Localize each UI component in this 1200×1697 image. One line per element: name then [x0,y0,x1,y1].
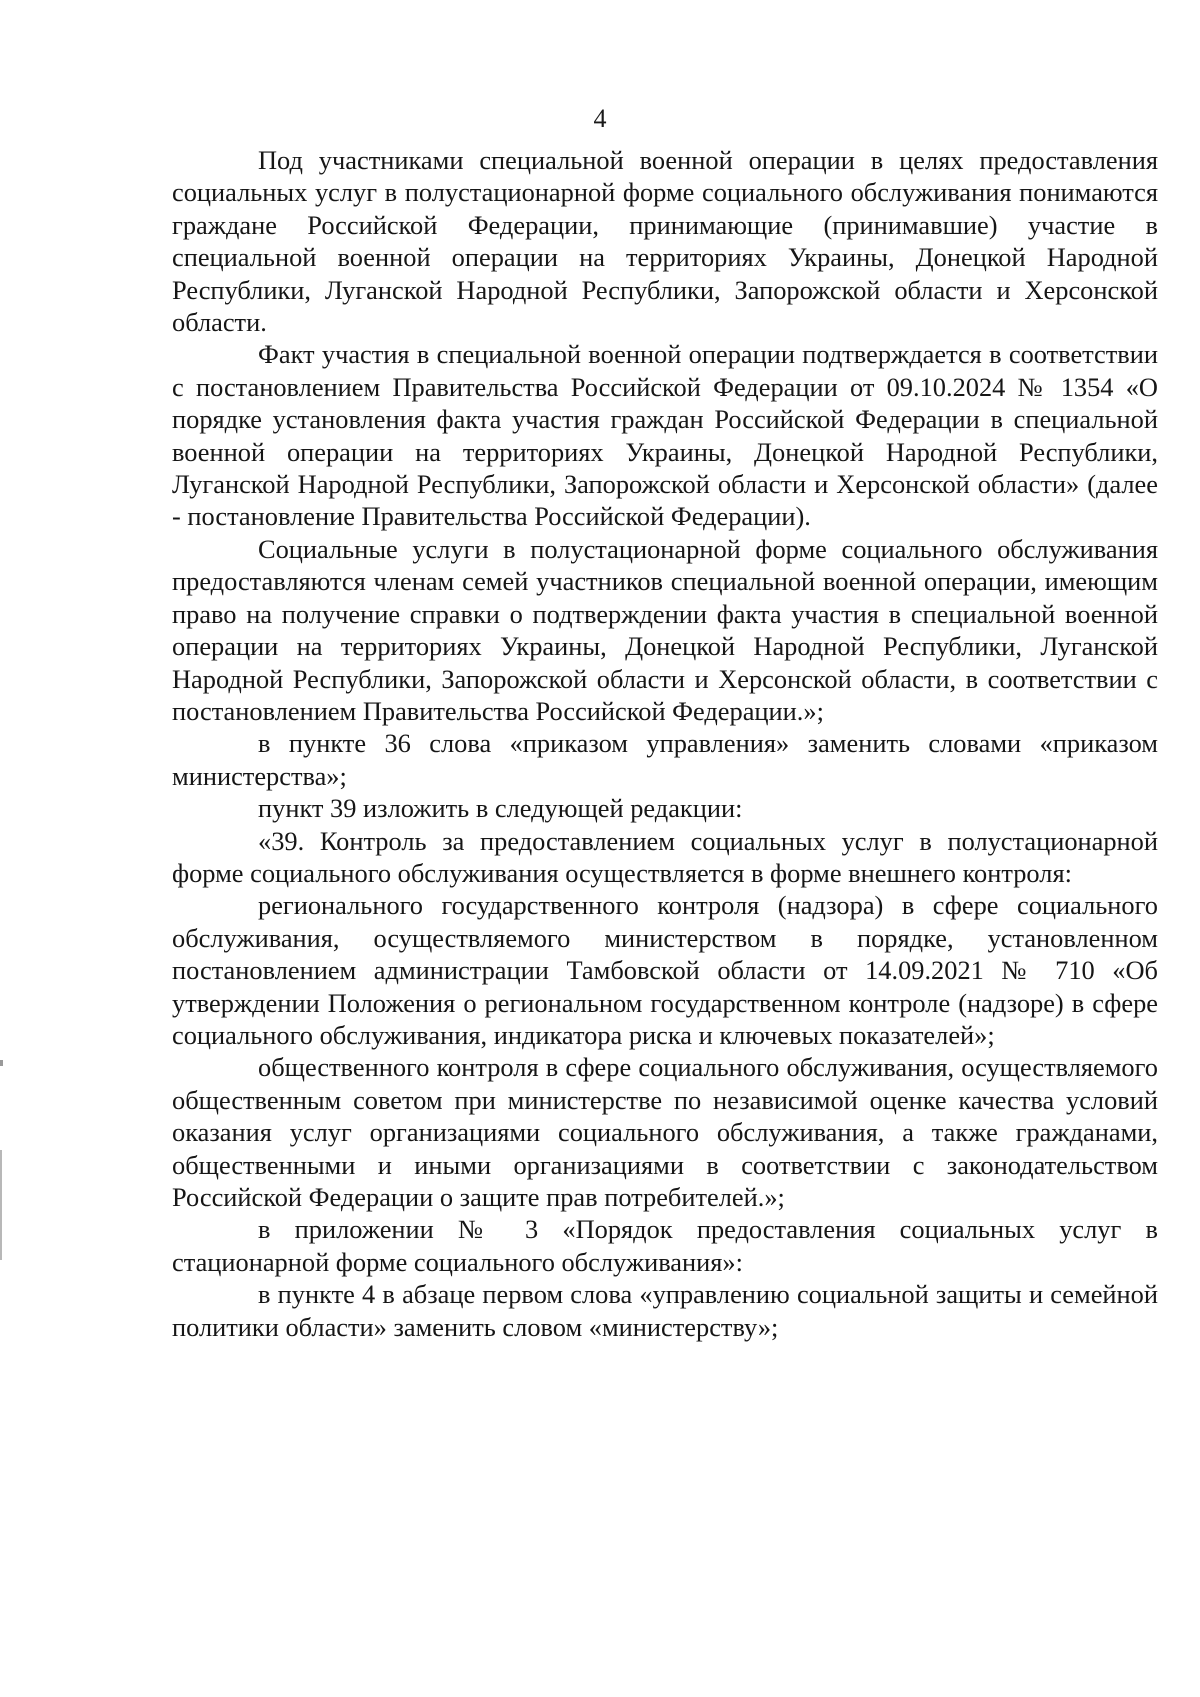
paragraph-family-members-services: Социальные услуги в полустационарной форме социального обслуживания предоставляются членам семей участников специальной военной операции, имеющим право на получение справки о подтверждении факта участия в специальной военной операции на территориях Украины, Донецкой Народной Республики, Луганской Народной Республики, Запорожской области и Херсонской области, в соответствии с постановлением Правительства Российской Федерации.»; [172,533,1158,726]
page-number: 4 [593,104,607,133]
paragraph-participation-fact: Факт участия в специальной военной операции подтверждается в соответствии с постановлением Правительства Российской Федерации от 09.10.2024 № 1354 «О порядке установления факта участия граждан Российской Федерации в специальной военной операции на территориях Украины, Донецкой Народной Республики, Луганской Народной Республики, Запорожской области и Херсонской области» (далее - постановление Правительства Российской Федерации). [172,339,1158,532]
paragraph-clause-36-amendment: в пункте 36 слова «приказом управления» заменить словами «приказом министерства»; [172,728,1158,791]
paragraph-clause-4-amendment: в пункте 4 в абзаце первом слова «управлению социальной защиты и семейной политики области» заменить словом «министерству»; [172,1279,1158,1342]
paragraph-appendix-3-intro: в приложении № 3 «Порядок предоставления социальных услуг в стационарной форме социального обслуживания»: [172,1214,1158,1277]
paragraph-clause-39-text: «39. Контроль за предоставлением социальных услуг в полустационарной форме социального обслуживания осуществляется в форме внешнего контроля: [172,825,1158,888]
document-body [172,144,1158,1343]
paragraph-svo-participants-definition: Под участниками специальной военной операции в целях предоставления социальных услуг в полустационарной форме социального обслуживания понимаются граждане Российской Федерации, принимающие (принимавшие) участие в специальной военной операции на территориях Украины, Донецкой Народной Республики, Луганской Народной Республики, Запорожской области и Херсонской области. [172,145,1158,338]
paragraph-public-control: общественного контроля в сфере социального обслуживания, осуществляемого общественным советом при министерстве по независимой оценке качества условий оказания услуг организациями социального обслуживания, а также гражданами, общественными и иными организациями в соответствии с законодательством Российской Федерации о защите прав потребителей.»; [172,1052,1158,1212]
paragraph-regional-state-control: регионального государственного контроля (надзора) в сфере социального обслуживания, осуществляемого министерством в порядке, установленном постановлением администрации Тамбовской области от 14.09.2021 № 710 «Об утверждении Положения о региональном государственном контроле (надзоре) в сфере социального обслуживания, индикатора риска и ключевых показателей»; [172,890,1158,1050]
paragraph-clause-39-intro: пункт 39 изложить в следующей редакции: [258,793,743,824]
scan-edge-mark [0,1150,2,1260]
scan-edge-mark [0,1060,3,1066]
